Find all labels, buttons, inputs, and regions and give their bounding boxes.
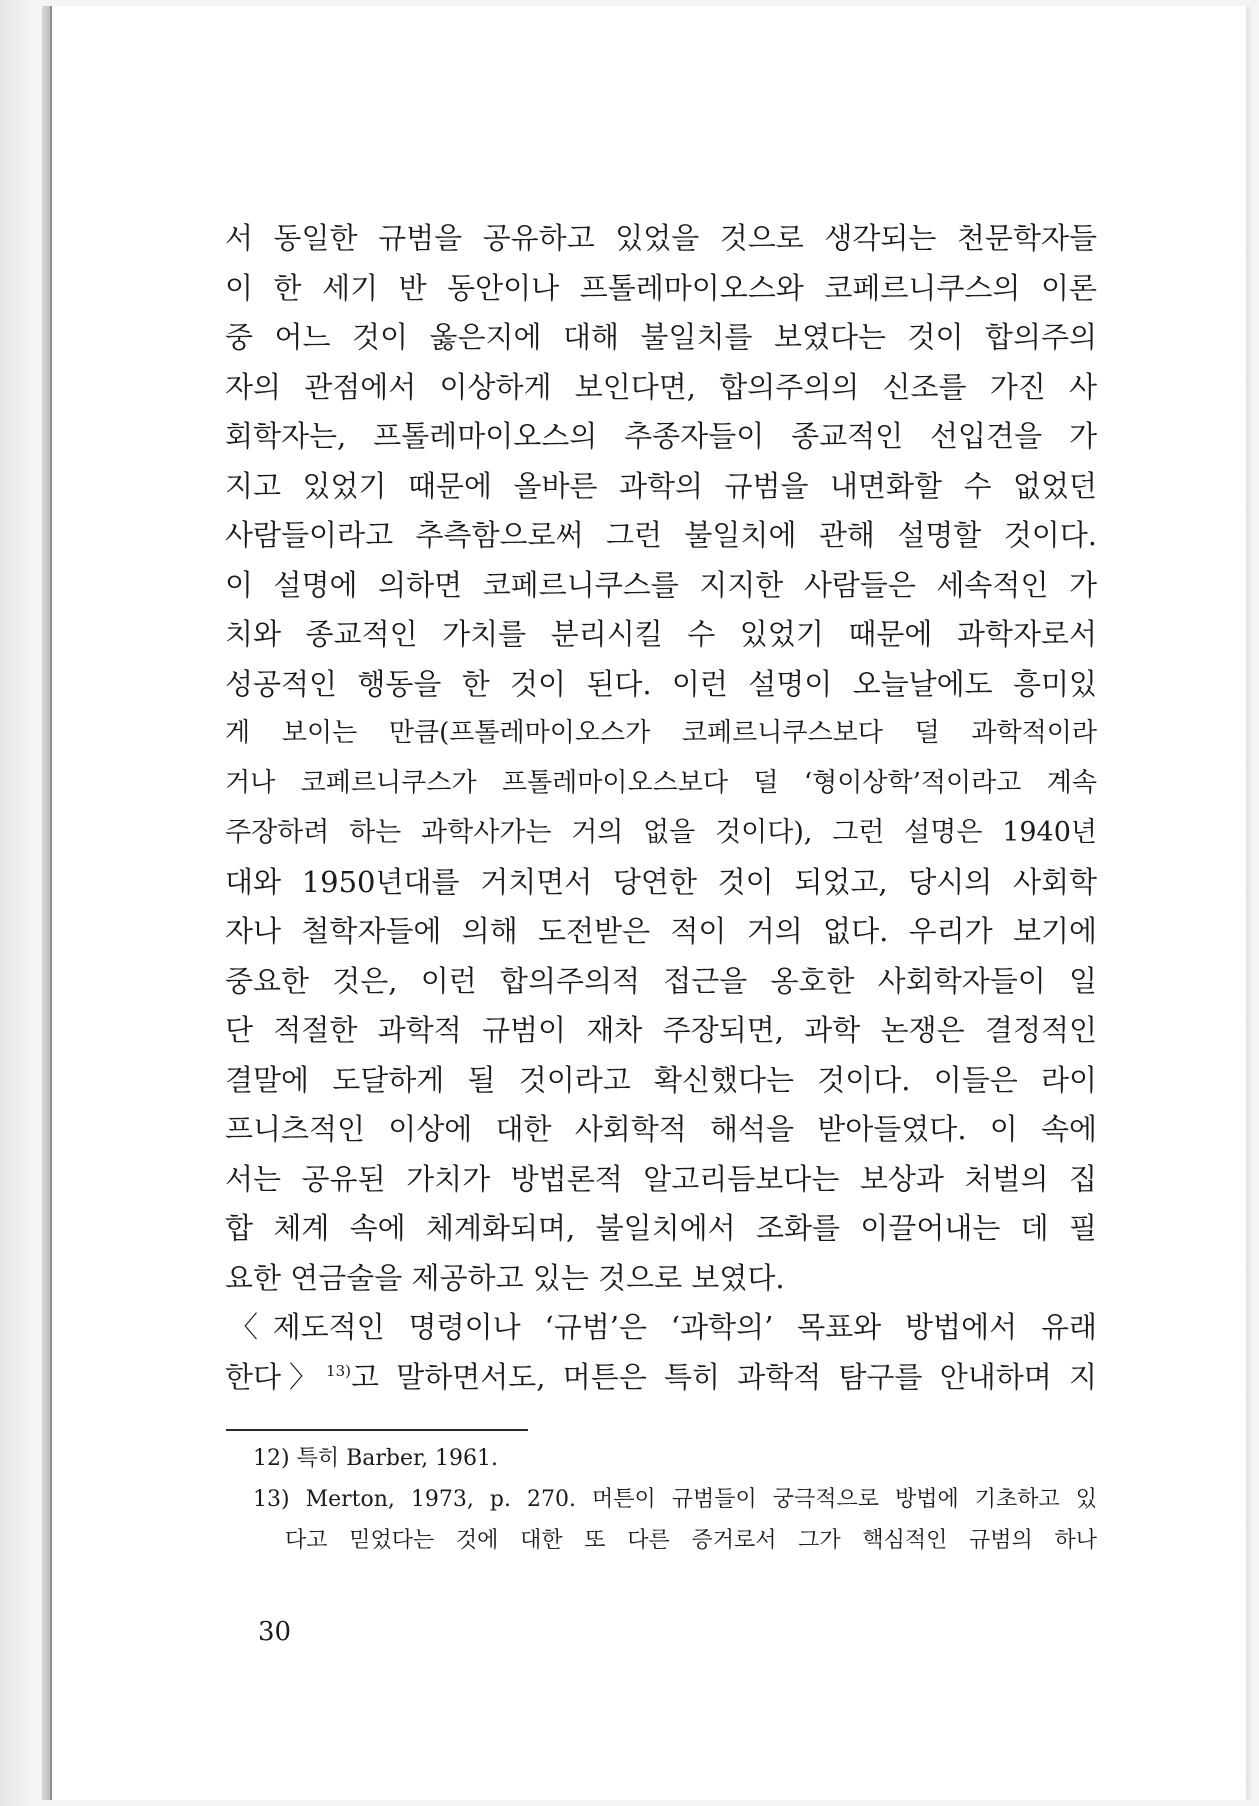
page-edge [1246, 6, 1254, 1800]
body-line: 중요한 것은, 이런 합의주의적 접근을 옹호한 사회학자들이 일 [225, 963, 1097, 998]
footnote-13-line1: 13) Merton, 1973, p. 270. 머튼이 규범들이 궁극적으로 방법에 기초하고 있 [253, 1487, 1097, 1512]
body-line: 자의 관점에서 이상하게 보인다면, 합의주의의 신조를 가진 사 [225, 369, 1097, 404]
body-line: 합 체계 속에 체계화되며, 불일치에서 조화를 이끌어내는 데 필 [225, 1211, 1097, 1245]
body-text [225, 214, 1097, 1402]
footnote-13-line2: 다고 믿었다는 것에 대한 또 다른 증거로서 그가 핵심적인 규범의 하나 [285, 1528, 1097, 1553]
body-line: 서는 공유된 가치가 방법론적 알고리듬보다는 보상과 처벌의 집 [225, 1161, 1097, 1196]
body-line: 대와 1950년대를 거치면서 당연한 것이 되었고, 당시의 사회학 [225, 864, 1097, 899]
footnote-reference: 13) [326, 1361, 351, 1380]
footnotes [253, 1438, 1097, 1561]
body-line-end: 고 말하면서도, 머튼은 특히 과학적 탐구를 안내하며 지 [350, 1359, 1098, 1394]
body-line: 치와 종교적인 가치를 분리시킬 수 있었기 때문에 과학자로서 [225, 617, 1097, 651]
body-line: 서 동일한 규범을 공유하고 있었을 것으로 생각되는 천문학자들 [225, 221, 1097, 255]
footnote-12: 12) 특히 Barber, 1961. [253, 1446, 499, 1471]
body-line: 주장하려 하는 과학사가는 거의 없을 것이다), 그런 설명은 1940년 [225, 817, 1097, 848]
body-line: 이 설명에 의하면 코페르니쿠스를 지지한 사람들은 세속적인 가 [225, 567, 1097, 602]
body-line: 단 적절한 과학적 규범이 재차 주장되면, 과학 논쟁은 결정적인 [225, 1013, 1097, 1047]
body-line: 거나 코페르니쿠스가 프톨레마이오스보다 덜 ‘형이상학’적이라고 계속 [225, 767, 1097, 798]
body-line-with-footnote-ref [225, 1353, 1097, 1403]
page-number: 30 [258, 1617, 292, 1647]
body-line: 〈제도적인 명령이나 ‘규범’은 ‘과학의’ 목표와 방법에서 유래 [229, 1310, 1097, 1344]
body-line: 중 어느 것이 옳은지에 대해 불일치를 보였다는 것이 합의주의 [225, 320, 1097, 354]
body-line: 성공적인 행동을 한 것이 된다. 이런 설명이 오늘날에도 흥미있 [225, 666, 1097, 701]
body-line-start: 한다〉 [225, 1359, 327, 1394]
body-line: 프니츠적인 이상에 대한 사회학적 해석을 받아들였다. 이 속에 [225, 1112, 1097, 1146]
footnote-separator [226, 1429, 528, 1431]
body-line: 회학자는, 프톨레마이오스의 추종자들이 종교적인 선입견을 가 [225, 419, 1097, 453]
body-line: 지고 있었기 때문에 올바른 과학의 규범을 내면화할 수 없었던 [225, 468, 1097, 503]
body-line: 요한 연금술을 제공하고 있는 것으로 보였다. [225, 1260, 785, 1295]
body-line: 이 한 세기 반 동안이나 프톨레마이오스와 코페르니쿠스의 이론 [225, 270, 1097, 305]
body-line: 결말에 도달하게 될 것이라고 확신했다는 것이다. 이들은 라이 [225, 1062, 1097, 1097]
body-line: 자나 철학자들에 의해 도전받은 적이 거의 없다. 우리가 보기에 [225, 914, 1097, 948]
body-line: 게 보이는 만큼(프톨레마이오스가 코페르니쿠스보다 덜 과학적이라 [225, 718, 1097, 748]
body-line: 사람들이라고 추측함으로써 그런 불일치에 관해 설명할 것이다. [225, 518, 1097, 552]
